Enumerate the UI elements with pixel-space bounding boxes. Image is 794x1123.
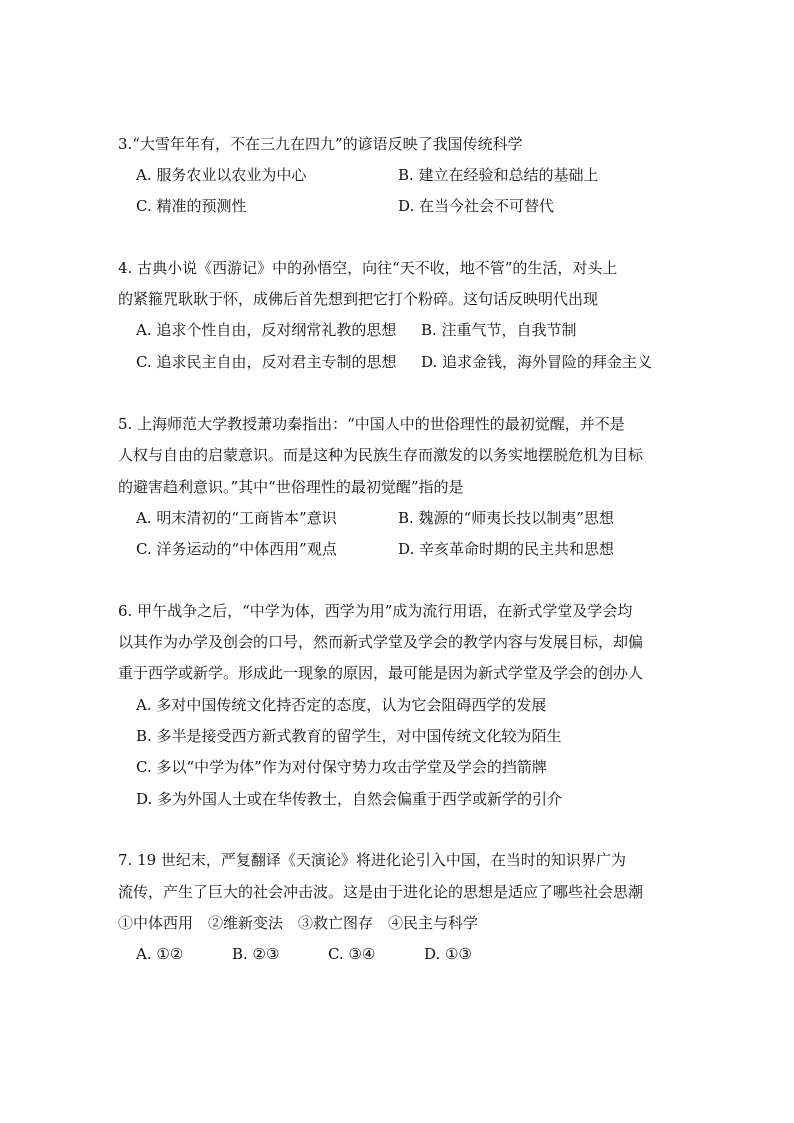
question-7-stem-line-1: 7. 19 世纪末，严复翻译《天演论》将进化论引入中国，在当时的知识界广为: [118, 851, 626, 869]
question-3-option-b: B. 建立在经验和总结的基础上: [398, 166, 599, 184]
question-4-option-d: D. 追求金钱，海外冒险的拜金主义: [421, 353, 653, 371]
question-7-option-a: A. ①②: [136, 945, 184, 963]
question-6-option-d: D. 多为外国人士或在华传教士，自然会偏重于西学或新学的引介: [136, 790, 563, 808]
question-6-option-c: C. 多以“中学为体”作为对付保守势力攻击学堂及学会的挡箭牌: [136, 758, 547, 776]
question-7-stem-line-3: ①中体西用 ②维新变法 ③救亡图存 ④民主与科学: [118, 914, 479, 932]
question-6-option-a: A. 多对中国传统文化持否定的态度，认为它会阻碍西学的发展: [136, 696, 547, 714]
question-6-stem-line-2: 以其作为办学及创会的口号，然而新式学堂及学会的教学内容与发展目标，却偏: [118, 633, 644, 651]
question-5-option-d: D. 辛亥革命时期的民主共和思想: [398, 540, 615, 558]
question-3-option-a: A. 服务农业以农业为中心: [136, 166, 307, 184]
question-7-option-d: D. ①③: [424, 945, 472, 963]
question-3-stem-line-1: 3.“大雪年年有，不在三九在四九”的谚语反映了我国传统科学: [118, 135, 523, 153]
question-4-option-c: C. 追求民主自由，反对君主专制的思想: [136, 353, 397, 371]
question-3-option-c: C. 精准的预测性: [136, 197, 247, 215]
question-5-option-a: A. 明末清初的“工商皆本”意识: [136, 509, 337, 527]
question-6-stem-line-1: 6. 甲午战争之后，“中学为体，西学为用”成为流行用语，在新式学堂及学会均: [118, 602, 633, 620]
question-5-option-b: B. 魏源的“师夷长技以制夷”思想: [398, 509, 614, 527]
question-4-stem-line-2: 的紧箍咒耿耿于怀，成佛后首先想到把它打个粉碎。这句话反映明代出现: [118, 290, 599, 308]
question-4-option-a: A. 追求个性自由，反对纲常礼教的思想: [136, 321, 397, 339]
question-4-option-b: B. 注重气节，自我节制: [421, 321, 577, 339]
question-3-option-d: D. 在当今社会不可替代: [398, 197, 555, 215]
question-6-option-b: B. 多半是接受西方新式教育的留学生，对中国传统文化较为陌生: [136, 727, 562, 745]
question-5-stem-line-1: 5. 上海师范大学教授萧功秦指出：“中国人中的世俗理性的最初觉醒，并不是: [118, 415, 625, 433]
question-7-option-c: C. ③④: [328, 945, 376, 963]
question-5-stem-line-2: 人权与自由的启蒙意识。而是这种为民族生存而激发的以务实地摆脱危机为目标: [118, 446, 644, 464]
question-7-stem-line-2: 流传，产生了巨大的社会冲击波。这是由于进化论的思想是适应了哪些社会思潮: [118, 883, 644, 901]
question-6-stem-line-3: 重于西学或新学。形成此一现象的原因，最可能是因为新式学堂及学会的创办人: [118, 664, 644, 682]
question-5-option-c: C. 洋务运动的“中体西用”观点: [136, 540, 337, 558]
question-5-stem-line-3: 的避害趋利意识。”其中“世俗理性的最初觉醒”指的是: [118, 478, 464, 496]
question-7-option-b: B. ②③: [232, 945, 280, 963]
question-4-stem-line-1: 4. 古典小说《西游记》中的孙悟空，向往“天不收，地不管”的生活，对头上: [118, 259, 618, 277]
